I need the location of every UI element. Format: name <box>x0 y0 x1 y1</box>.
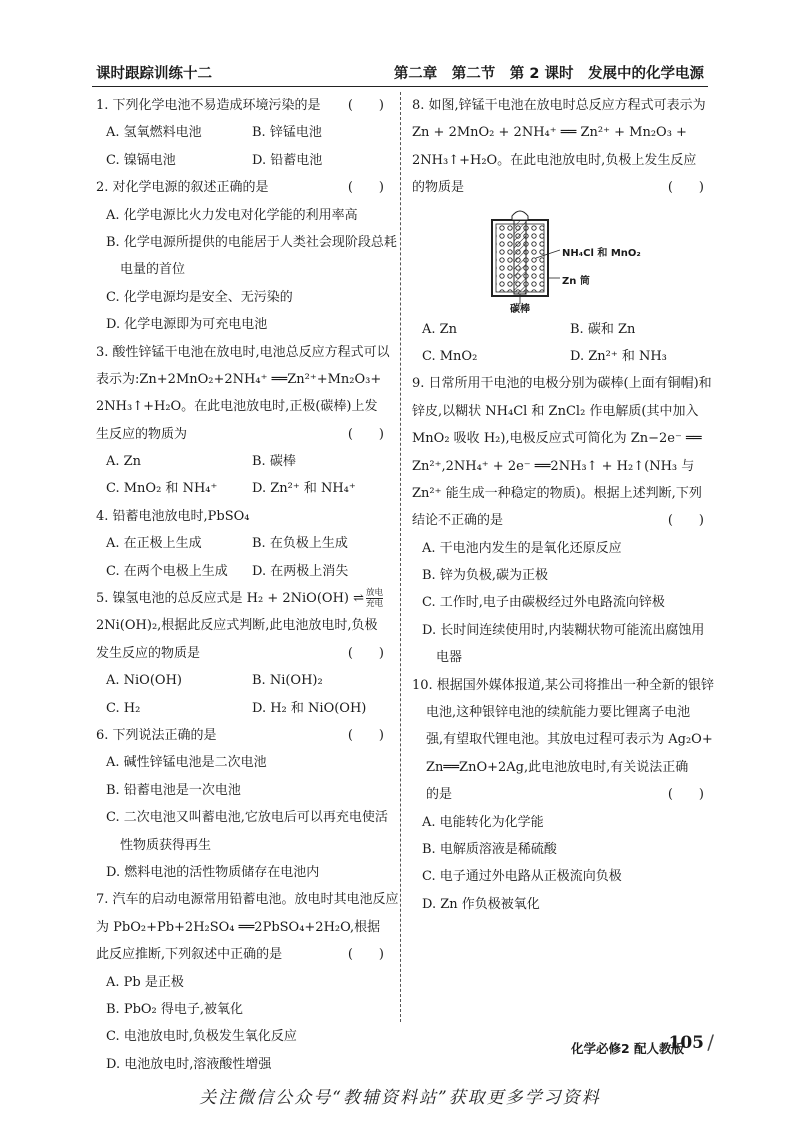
question-1-options: A. 氢氧燃料电池 B. 锌锰电池 <box>106 125 322 141</box>
page-number: 105 <box>668 1033 704 1053</box>
question-5-stem: 2Ni(OH)₂,根据此反应式判断,此电池放电时,负极 <box>96 618 378 634</box>
question-10-stem: 10. 根据国外媒体报道,某公司将推出一种全新的银锌 <box>412 677 714 693</box>
question-8-stem: Zn + 2MnO₂ + 2NH₄⁺ ══ Zn²⁺ + Mn₂O₃ + <box>412 125 687 141</box>
question-10-option: D. Zn 作负极被氧化 <box>422 896 540 912</box>
question-4-stem: 4. 铅蓄电池放电时,PbSO₄ <box>96 508 250 524</box>
question-7-stem: 7. 汽车的启动电源常用铅蓄电池。放电时其电池反应 <box>96 892 399 908</box>
question-2-stem: 2. 对化学电源的叙述正确的是 ( ) <box>96 174 388 201</box>
column-divider <box>400 92 401 1022</box>
question-5-options: A. NiO(OH) B. Ni(OH)₂ <box>106 673 323 689</box>
question-9-option: D. 长时间连续使用时,内装糊状物可能流出腐蚀用 <box>422 622 705 638</box>
question-9-option: A. 干电池内发生的是氧化还原反应 <box>422 540 622 556</box>
footer-slash: / <box>707 1030 714 1054</box>
question-8-options: A. Zn B. 碳和 Zn <box>422 321 636 337</box>
answer-paren: ( ) <box>347 645 384 661</box>
question-7-option: A. Pb 是正极 <box>106 974 184 990</box>
answer-paren: ( ) <box>347 180 384 196</box>
question-10-stem: 强,有望取代锂电池。其放电过程可表示为 Ag₂O+ <box>426 732 713 748</box>
question-4-options: A. 在正极上生成 B. 在负极上生成 <box>106 536 348 552</box>
question-6-option: C. 二次电池又叫蓄电池,它放电后可以再充电使活 <box>106 810 388 826</box>
question-3-stem: 2NH₃↑+H₂O。在此电池放电时,正极(碳棒)上发 <box>96 399 378 415</box>
question-10-option: A. 电能转化为化学能 <box>422 814 544 830</box>
question-3-stem: 生反应的物质为 ( ) <box>96 421 388 448</box>
question-10-stem: 的是 ( ) <box>412 781 708 808</box>
question-3-stem: 表示为:Zn+2MnO₂+2NH₄⁺ ══Zn²⁺+Mn₂O₃+ <box>96 371 382 387</box>
question-2-option: A. 化学电源比火力发电对化学能的利用率高 <box>106 207 358 223</box>
question-7-option: B. PbO₂ 得电子,被氧化 <box>106 1001 244 1017</box>
chapter-heading: 第二章 第二节 第 2 课时 发展中的化学电源 <box>393 66 704 82</box>
question-2-option: 电量的首位 <box>120 262 186 278</box>
answer-paren: ( ) <box>667 787 704 803</box>
question-10-option: B. 电解质溶液是稀硫酸 <box>422 841 557 857</box>
question-3-options: C. MnO₂ 和 NH₄⁺ D. Zn²⁺ 和 NH₄⁺ <box>106 481 356 497</box>
question-1-stem: 1. 下列化学电池不易造成环境污染的是 ( ) <box>96 92 388 119</box>
answer-paren: ( ) <box>347 98 384 113</box>
question-7-option: D. 电池放电时,溶液酸性增强 <box>106 1056 272 1072</box>
question-6-option: D. 燃料电池的活性物质储存在电池内 <box>106 864 320 880</box>
question-9-stem: Zn²⁺ 能生成一种稳定的物质)。根据上述判断,下列 <box>412 485 702 501</box>
reaction-arrow-label-bottom: 充电 <box>366 599 384 610</box>
question-9-option: 电器 <box>436 650 463 666</box>
question-10-stem: 电池,这种银锌电池的续航能力要比锂离子电池 <box>426 705 691 721</box>
question-10-option: C. 电子通过外电路从正极流向负极 <box>422 869 622 885</box>
question-9-stem: 结论不正确的是 ( ) <box>412 507 708 534</box>
dry-cell-illustration <box>490 208 560 312</box>
worksheet-title: 课时跟踪训练十二 <box>96 66 212 82</box>
right-column <box>412 92 714 918</box>
question-7-stem: 为 PbO₂+Pb+2H₂SO₄ ══2PbSO₄+2H₂O,根据 <box>96 919 381 935</box>
question-8-stem: 8. 如图,锌锰干电池在放电时总反应方程式可表示为 <box>412 98 706 113</box>
question-8-stem: 的物质是 ( ) <box>412 174 708 201</box>
dry-cell-diagram <box>412 208 708 315</box>
question-2-option: D. 化学电源即为可充电电池 <box>106 317 268 333</box>
label-zinc-can: Zn 筒 <box>562 275 590 287</box>
question-3-stem: 3. 酸性锌锰干电池在放电时,电池总反应方程式可以 <box>96 344 390 360</box>
left-column <box>96 92 399 1078</box>
question-1-options: C. 镍镉电池 D. 铅蓄电池 <box>106 152 323 168</box>
question-9-stem: 锌皮,以糊状 NH₄Cl 和 ZnCl₂ 作电解质(其中加入 <box>412 403 699 419</box>
question-7-option: C. 电池放电时,负极发生氧化反应 <box>106 1029 297 1045</box>
question-4-options: C. 在两个电极上生成 D. 在两极上消失 <box>106 563 349 579</box>
question-7-stem: 此反应推断,下列叙述中正确的是 ( ) <box>96 941 388 968</box>
reaction-arrow-label-top: 放电 <box>366 588 384 599</box>
answer-paren: ( ) <box>347 947 384 963</box>
question-5-stem: 5. 镍氢电池的总反应式是 H₂ + 2NiO(OH) ⇌ 放电 充电 <box>96 588 384 610</box>
question-6-option: B. 铅蓄电池是一次电池 <box>106 782 241 798</box>
question-8-options: C. MnO₂ D. Zn²⁺ 和 NH₃ <box>422 348 667 364</box>
question-6-stem: 6. 下列说法正确的是 ( ) <box>96 722 388 749</box>
answer-paren: ( ) <box>347 426 384 442</box>
question-9-option: B. 锌为负极,碳为正极 <box>422 568 548 584</box>
answer-paren: ( ) <box>667 180 704 196</box>
question-8-stem: 2NH₃↑+H₂O。在此电池放电时,负极上发生反应 <box>412 152 697 168</box>
question-9-option: C. 工作时,电子由碳极经过外电路流向锌极 <box>422 595 665 611</box>
question-9-stem: MnO₂ 吸收 H₂),电极反应式可简化为 Zn−2e⁻ ══ <box>412 431 702 447</box>
question-5-stem: 发生反应的物质是 ( ) <box>96 640 388 667</box>
question-10-stem: Zn══ZnO+2Ag,此电池放电时,有关说法正确 <box>426 759 689 775</box>
question-6-option: A. 碱性锌锰电池是二次电池 <box>106 755 267 771</box>
book-title: 化学必修2 配人教版 <box>570 1041 684 1056</box>
label-electrolyte: NH₄Cl 和 MnO₂ <box>562 247 641 259</box>
answer-paren: ( ) <box>667 513 704 529</box>
question-3-options: A. Zn B. 碳棒 <box>106 454 296 470</box>
question-9-stem: 9. 日常所用干电池的电极分别为碳棒(上面有铜帽)和 <box>412 376 712 392</box>
question-2-option: B. 化学电源所提供的电能居于人类社会现阶段总耗 <box>106 234 397 250</box>
label-carbon-rod: 碳棒 <box>510 303 530 315</box>
watermark: 关注微信公众号“教辅资料站”获取更多学习资料 <box>199 1088 601 1108</box>
question-9-stem: Zn²⁺,2NH₄⁺ + 2e⁻ ══2NH₃↑ + H₂↑(NH₃ 与 <box>412 458 695 474</box>
question-2-option: C. 化学电源均是安全、无污染的 <box>106 289 293 305</box>
header-rule <box>92 86 708 87</box>
question-5-options: C. H₂ D. H₂ 和 NiO(OH) <box>106 700 367 716</box>
question-6-option: 性物质获得再生 <box>120 837 212 853</box>
answer-paren: ( ) <box>347 727 384 743</box>
